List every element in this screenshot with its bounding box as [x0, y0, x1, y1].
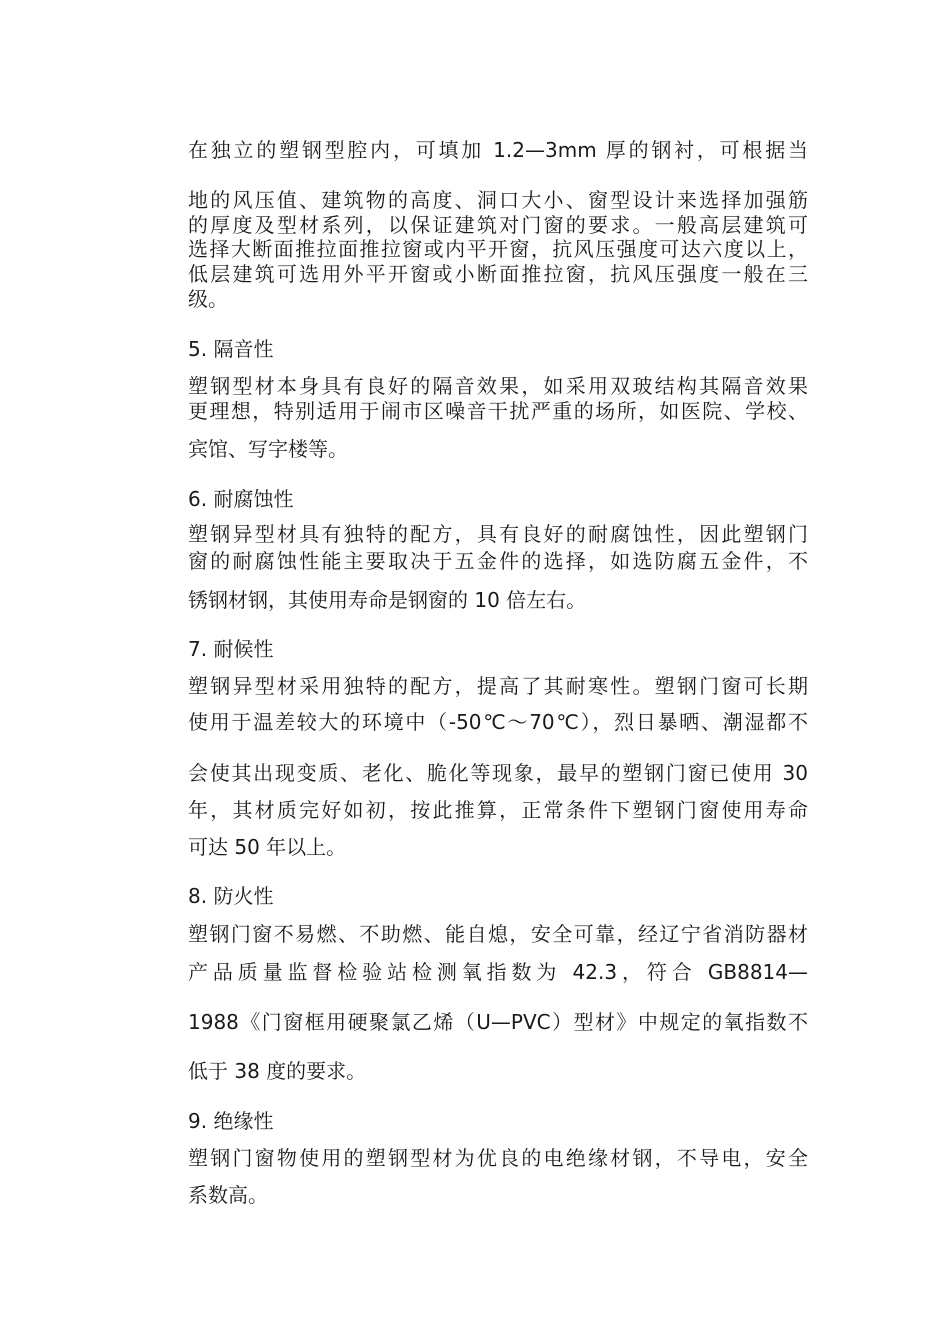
section-heading: 7. 耐候性	[188, 637, 274, 661]
text-line: 锈钢材钢，其使用寿命是钢窗的 10 倍左右。	[188, 588, 587, 612]
text-line: 更理想，特别适用于闹市区噪音干扰严重的场所，如医院、学校、	[188, 399, 808, 423]
text-line: 级。	[188, 287, 228, 311]
text-line: 低于 38 度的要求。	[188, 1059, 367, 1083]
text-line: 塑钢异型材具有独特的配方，具有良好的耐腐蚀性，因此塑钢门	[188, 522, 808, 546]
text-line: 地的风压值、建筑物的高度、洞口大小、窗型设计来选择加强筋	[188, 188, 808, 212]
text-line: 塑钢异型材采用独特的配方，提高了其耐寒性。塑钢门窗可长期	[188, 674, 808, 698]
section-heading: 6. 耐腐蚀性	[188, 487, 294, 511]
text-line: 选择大断面推拉面推拉窗或内平开窗，抗风压强度可达六度以上，	[188, 237, 808, 261]
text-line: 1988《门窗框用硬聚氯乙烯（U—PVC）型材》中规定的氧指数不	[188, 1010, 808, 1034]
text-line: 在独立的塑钢型腔内，可填加 1.2—3mm 厚的钢衬，可根据当	[188, 138, 808, 162]
text-line: 可达 50 年以上。	[188, 835, 347, 859]
text-line: 塑钢门窗不易燃、不助燃、能自熄，安全可靠，经辽宁省消防器材	[188, 922, 808, 946]
text-line: 低层建筑可选用外平开窗或小断面推拉窗，抗风压强度一般在三	[188, 262, 808, 286]
text-line: 使用于温差较大的环境中（-50℃～70℃），烈日暴晒、潮湿都不	[188, 710, 808, 734]
text-line: 宾馆、写字楼等。	[188, 437, 348, 461]
text-line: 产品质量监督检验站检测氧指数为 42.3，符合 GB8814—	[188, 960, 808, 984]
text-line: 年，其材质完好如初，按此推算，正常条件下塑钢门窗使用寿命	[188, 798, 808, 822]
text-line: 会使其出现变质、老化、脆化等现象，最早的塑钢门窗已使用 30	[188, 761, 808, 785]
section-heading: 9. 绝缘性	[188, 1109, 274, 1133]
text-line: 窗的耐腐蚀性能主要取决于五金件的选择，如选防腐五金件，不	[188, 549, 808, 573]
text-line: 系数高。	[188, 1183, 268, 1207]
text-line: 塑钢型材本身具有良好的隔音效果，如采用双玻结构其隔音效果	[188, 374, 808, 398]
section-heading: 5. 隔音性	[188, 337, 274, 361]
text-line: 的厚度及型材系列，以保证建筑对门窗的要求。一般高层建筑可	[188, 213, 808, 237]
section-heading: 8. 防火性	[188, 884, 274, 908]
text-line: 塑钢门窗物使用的塑钢型材为优良的电绝缘材钢，不导电，安全	[188, 1146, 808, 1170]
